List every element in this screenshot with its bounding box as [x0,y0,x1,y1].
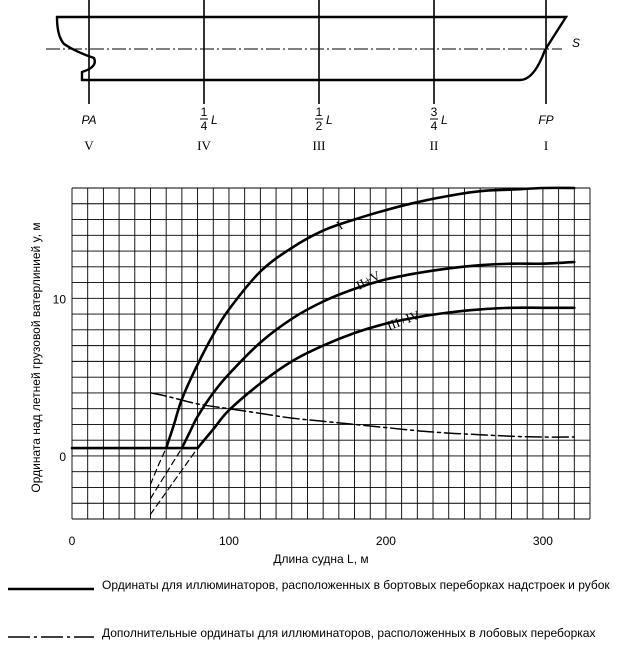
station-fraction-numerator: 1 [200,105,208,119]
station-fraction-numerator: 3 [430,105,438,119]
station-fraction-denominator: 2 [315,119,323,133]
waterline-label: S [572,36,581,50]
station-lines [89,0,546,104]
station-roman-numeral: III [312,138,326,153]
legend-item-dashdot [0,626,623,666]
series-line-dashdot [151,393,575,437]
station-length-symbol: L [326,113,333,127]
station-length-symbol: L [441,113,448,127]
y-axis-label: Ордината над летней грузовой ватерлинией y, м [29,222,43,493]
y-tick-label: 10 [52,292,66,307]
chart-tick-labels [53,292,554,548]
legend-item-solid [0,578,623,618]
station-fraction-denominator: 4 [200,119,208,133]
legend-solid-swatch [8,587,94,591]
x-tick-label: 300 [532,534,553,548]
x-tick-label: 100 [218,534,239,548]
station-labels [81,105,553,153]
legend-text-dashdot: Дополнительные ординаты для иллюминаторов, расположенных в лобовых переборках [102,626,596,640]
station-roman-numeral: V [84,138,94,153]
station-length-symbol: L [211,113,218,127]
station-fraction-denominator: 4 [430,119,438,133]
series-label: I [333,217,346,233]
y-tick-label: 0 [59,449,66,464]
series-line-dashed [151,448,198,514]
x-axis-label: Длина судна L, м [273,552,369,566]
station-roman-numeral: I [543,138,549,153]
series-line-dashed [151,448,167,484]
legend-dashdot-swatch [8,635,94,639]
station-roman-numeral: II [429,138,439,153]
station-roman-numeral: IV [197,138,211,153]
station-fraction-numerator: 1 [315,105,323,119]
station-label: PA [81,113,97,127]
legend-text-solid: Ординаты для иллюминаторов, расположенных в бортовых переборках надстроек и рубок [102,578,610,592]
series-label: III+IV [384,307,422,334]
station-label: FP [538,113,554,127]
ship-profile [46,0,580,153]
chart [29,188,590,566]
x-tick-label: 200 [375,534,396,548]
series-label: II+V [353,267,383,293]
x-tick-label: 0 [68,534,76,548]
chart-grid [72,188,590,519]
series-line-ii-plus-v [182,262,574,448]
